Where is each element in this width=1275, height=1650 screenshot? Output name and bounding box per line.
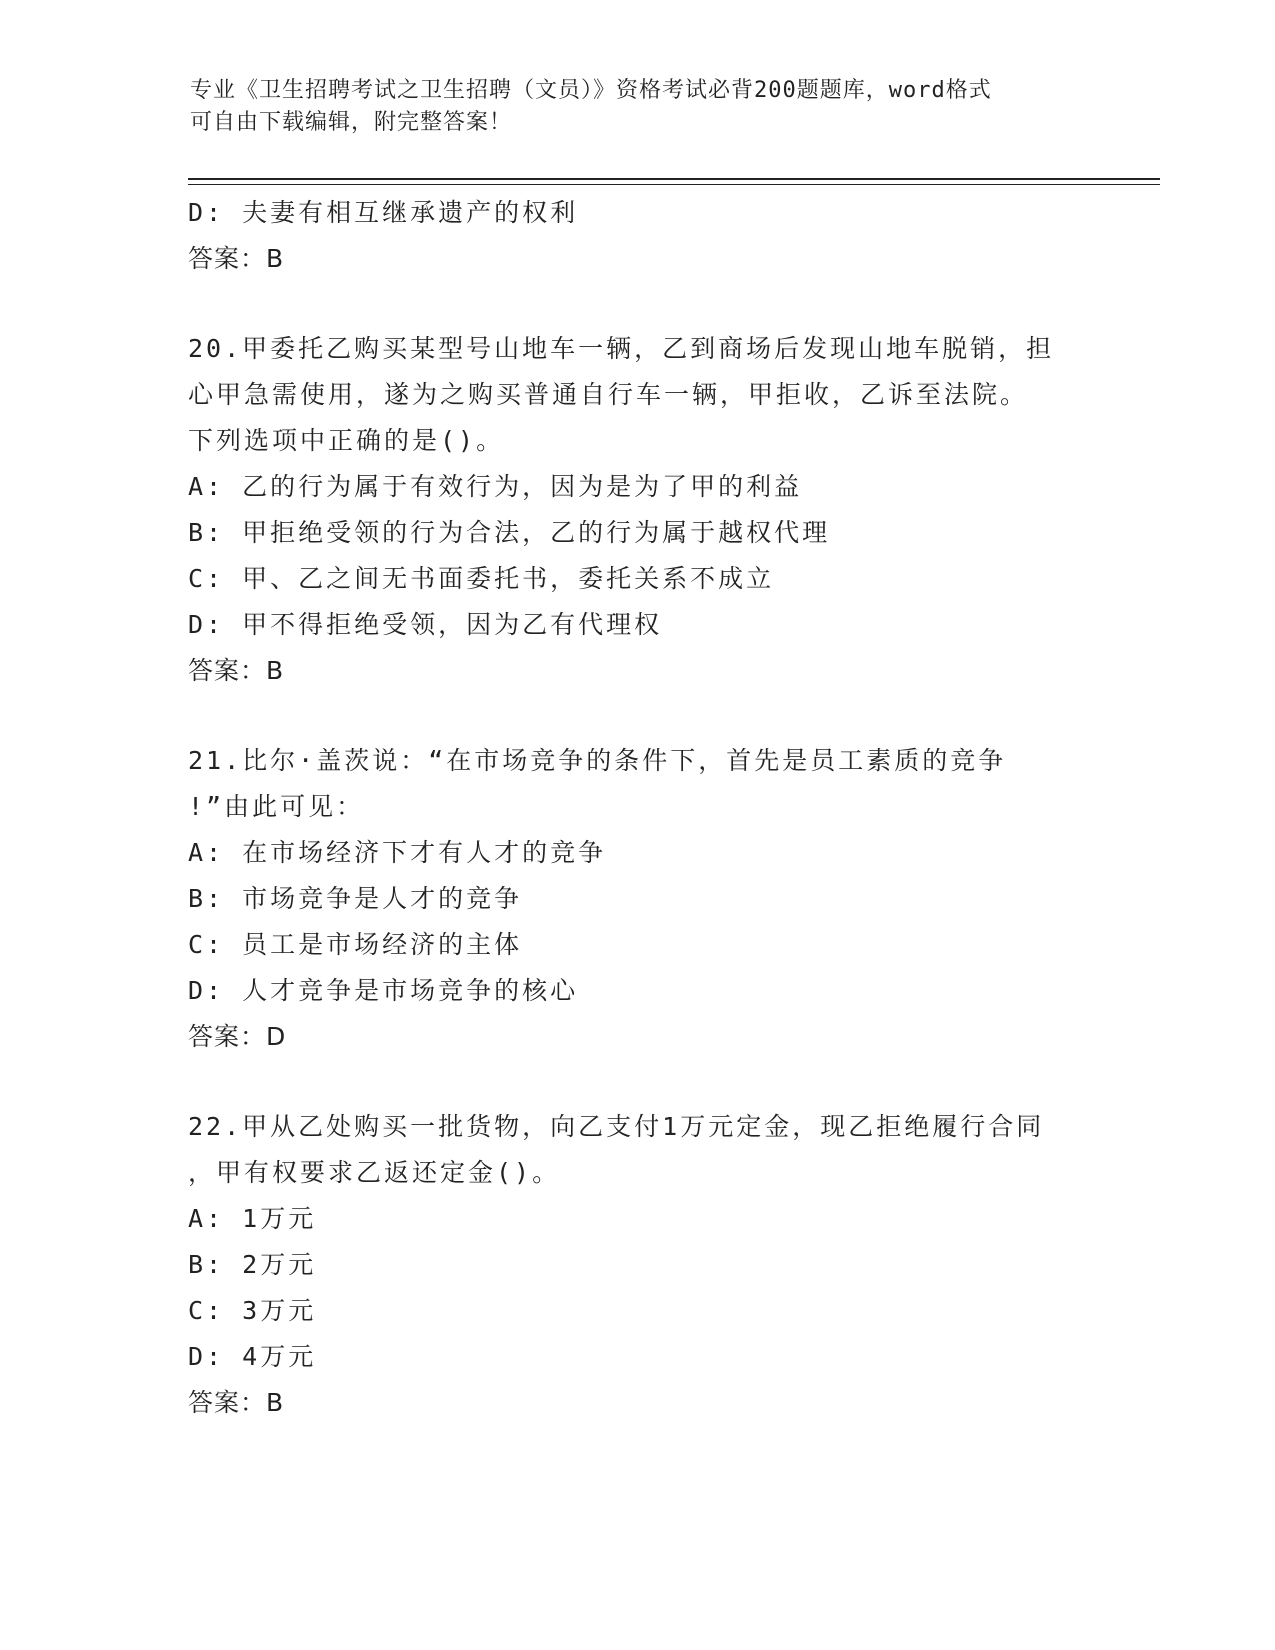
option-a: A: 乙的行为属于有效行为，因为是为了甲的利益 <box>188 472 803 501</box>
question-stem-line: 下列选项中正确的是()。 <box>188 426 505 455</box>
question-spacer <box>188 694 1088 738</box>
answer-line: 答案：B <box>188 244 285 273</box>
document-header <box>190 75 1070 139</box>
question-stem-line: 20.甲委托乙购买某型号山地车一辆，乙到商场后发现山地车脱销，担 <box>188 334 1055 363</box>
question-stem-line: 22.甲从乙处购买一批货物，向乙支付1万元定金，现乙拒绝履行合同 <box>188 1112 1045 1141</box>
question-stem-line: 21.比尔·盖茨说：“在市场竞争的条件下，首先是员工素质的竞争 <box>188 746 1007 775</box>
option-c: C: 甲、乙之间无书面委托书，委托关系不成立 <box>188 564 775 593</box>
option-b: B: 2万元 <box>188 1250 317 1279</box>
option-d: D: 人才竞争是市场竞争的核心 <box>188 976 579 1005</box>
question-spacer <box>188 1060 1088 1104</box>
answer-line: 答案：D <box>188 1022 287 1051</box>
option-a: A: 在市场经济下才有人才的竞争 <box>188 838 607 867</box>
option-c: C: 3万元 <box>188 1296 317 1325</box>
question-19-continued <box>188 190 1088 282</box>
option-d: D: 甲不得拒绝受领，因为乙有代理权 <box>188 610 663 639</box>
question-22 <box>188 1104 1088 1426</box>
option-c: C: 员工是市场经济的主体 <box>188 930 523 959</box>
question-20 <box>188 326 1088 694</box>
question-21 <box>188 738 1088 1060</box>
header-line-2: 可自由下载编辑，附完整答案！ <box>190 110 513 135</box>
option-b: B: 甲拒绝受领的行为合法，乙的行为属于越权代理 <box>188 518 831 547</box>
question-stem-line: 心甲急需使用，遂为之购买普通自行车一辆，甲拒收，乙诉至法院。 <box>188 380 1029 409</box>
option-d: D: 夫妻有相互继承遗产的权利 <box>188 198 579 227</box>
header-divider-thin <box>188 184 1160 185</box>
option-b: B: 市场竞争是人才的竞争 <box>188 884 523 913</box>
option-d: D: 4万元 <box>188 1342 317 1371</box>
question-stem-line: ，甲有权要求乙返还定金()。 <box>188 1158 561 1187</box>
header-divider-thick <box>188 178 1160 180</box>
option-a: A: 1万元 <box>188 1204 317 1233</box>
question-content <box>188 190 1088 1426</box>
question-stem-line: !”由此可见： <box>188 792 365 821</box>
answer-line: 答案：B <box>188 656 285 685</box>
answer-line: 答案：B <box>188 1388 285 1417</box>
question-spacer <box>188 282 1088 326</box>
header-line-1: 专业《卫生招聘考试之卫生招聘（文员）》资格考试必背200题题库，word格式 <box>190 78 992 103</box>
